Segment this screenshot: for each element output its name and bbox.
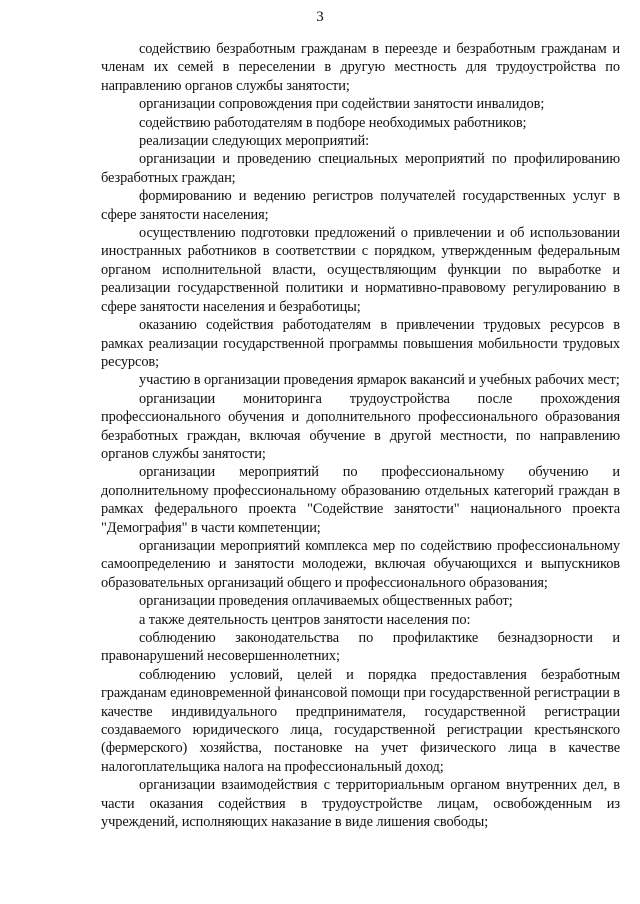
paragraph-financial-aid: соблюдению условий, целей и порядка предоставления безработным гражданам единовременной финансовой помощи при государственной регистрации в качестве индивидуального предпринимателя, государственной регистрации создаваемого юридического лица, государственной регистрации крестьянского (фермерского) хозяйства, постановке на учет физического лица в качестве налогоплательщика налога на профессиональный доход; (101, 666, 620, 775)
paragraph-registers: формированию и ведению регистров получателей государственных услуг в сфере занятости населения; (101, 188, 620, 223)
page-number: 3 (316, 9, 324, 25)
paragraph-youth: организации мероприятий комплекса мер по содействию профессиональному самоопределению и занятости молодежи, включая обучающихся и выпускников образовательных организаций общего и профессионального образования; (101, 537, 620, 591)
paragraph-measures-intro: реализации следующих мероприятий: (139, 133, 370, 150)
paragraph-disabled-support: организации сопровождения при содействии занятости инвалидов; (139, 96, 545, 113)
paragraph-employer-selection: содействию работодателям в подборе необходимых работников; (139, 114, 527, 131)
paragraph-foreign-workers: осуществлению подготовки предложений о привлечении и об использовании иностранных работников в соответствии с порядком, утвержденным федеральным органом исполнительной власти, осуществляющим функции по выработке и реализации государственной политики и нормативно-правовому регулированию в сфере занятости населения и безработицы; (101, 225, 620, 315)
document-body (101, 40, 620, 831)
paragraph-monitoring: организации мониторинга трудоустройства после прохождения профессионального обучения и дополнительного профессионального образования безработных граждан, включая обучение в другой местности, по направлению органов службы занятости; (101, 390, 620, 462)
paragraph-public-works: организации проведения оплачиваемых общественных работ; (139, 593, 513, 610)
paragraph-training: организации мероприятий по профессиональному обучению и дополнительному профессиональному образованию отдельных категорий граждан в рамках федерального проекта "Содействие занятости" национального проекта "Демография" в части компетенции; (101, 464, 620, 536)
paragraph-juvenile-prevention: соблюдению законодательства по профилактике безнадзорности и правонарушений несовершеннолетних; (101, 630, 620, 665)
paragraph-profiling: организации и проведению специальных мероприятий по профилированию безработных граждан; (101, 151, 620, 186)
paragraph-relocation-assistance: содействию безработным гражданам в переезде и безработным гражданам и членам их семей в переселении в другую местность для трудоустройства по направлению органов службы занятости; (101, 41, 620, 94)
paragraph-labor-mobility: оказанию содействия работодателям в привлечении трудовых ресурсов в рамках реализации государственной программы повышения мобильности трудовых ресурсов; (101, 317, 620, 370)
paragraph-job-fairs: участию в организации проведения ярмарок вакансий и учебных рабочих мест; (139, 372, 620, 389)
paragraph-centers-intro: а также деятельность центров занятости населения по: (139, 611, 471, 628)
paragraph-interior-cooperation: организации взаимодействия с территориальным органом внутренних дел, в части оказания содействия в трудоустройстве лицам, освобожденным из учреждений, исполняющих наказание в виде лишения свободы; (101, 777, 620, 831)
